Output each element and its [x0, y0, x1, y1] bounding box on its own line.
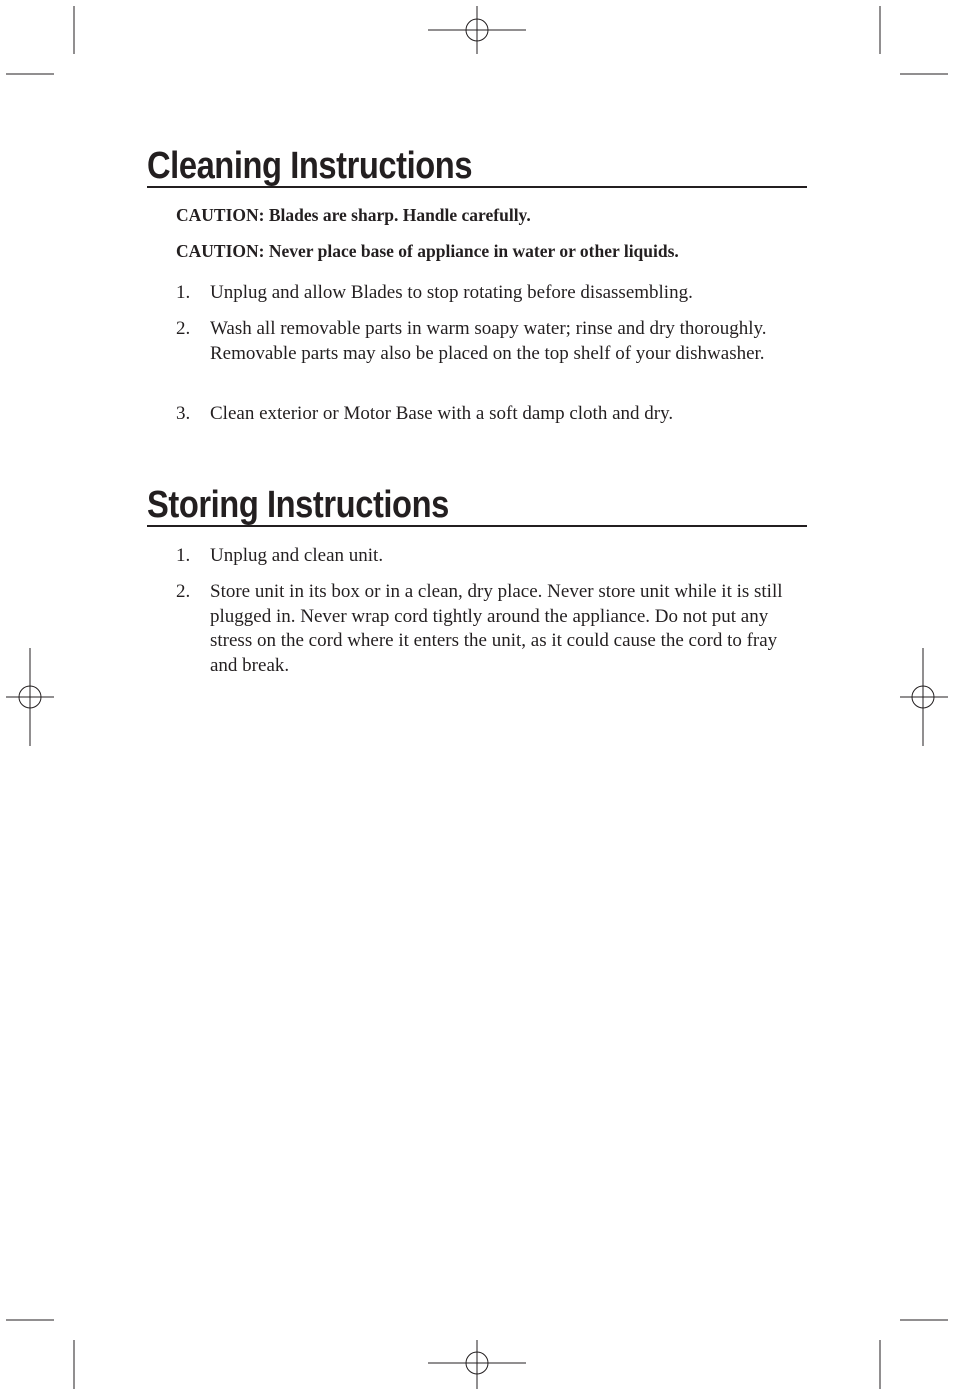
registration-mark-bottom	[428, 1340, 526, 1389]
storing-instructions-title: Storing Instructions	[147, 484, 449, 526]
caution-blades-sharp: CAUTION: Blades are sharp. Handle carefully.	[176, 205, 531, 225]
cleaning-step	[176, 402, 816, 427]
step-number: 2.	[176, 318, 191, 339]
step-number: 1.	[176, 282, 191, 303]
step-text: Clean exterior or Motor Base with a soft damp cloth and dry.	[210, 403, 674, 424]
step-text: Store unit in its box or in a clean, dry place. Never store unit while it is still plugged in. Never wrap cord tightly around the appliance. Do not put any stress on the cord where it enters the unit, as it could cause the cord to fray and break.	[210, 581, 783, 676]
step-number: 2.	[176, 581, 191, 602]
cleaning-instructions-title: Cleaning Instructions	[147, 145, 473, 187]
storing-instructions-heading	[147, 485, 807, 527]
cleaning-step	[176, 317, 816, 366]
step-number: 1.	[176, 545, 191, 566]
cleaning-step	[176, 281, 816, 306]
step-text: Unplug and allow Blades to stop rotating before disassembling.	[210, 282, 693, 303]
cleaning-instructions-heading	[147, 146, 807, 188]
registration-mark-top	[428, 6, 526, 54]
caution-no-water: CAUTION: Never place base of appliance in water or other liquids.	[176, 241, 679, 261]
step-text: Wash all removable parts in warm soapy water; rinse and dry thoroughly. Removable parts may also be placed on the top shelf of your dishwasher.	[210, 318, 767, 364]
registration-mark-right	[900, 648, 948, 746]
storing-step	[176, 580, 816, 678]
registration-mark-left	[6, 648, 54, 746]
storing-step	[176, 544, 816, 569]
step-number: 3.	[176, 403, 191, 424]
step-text: Unplug and clean unit.	[210, 545, 384, 566]
